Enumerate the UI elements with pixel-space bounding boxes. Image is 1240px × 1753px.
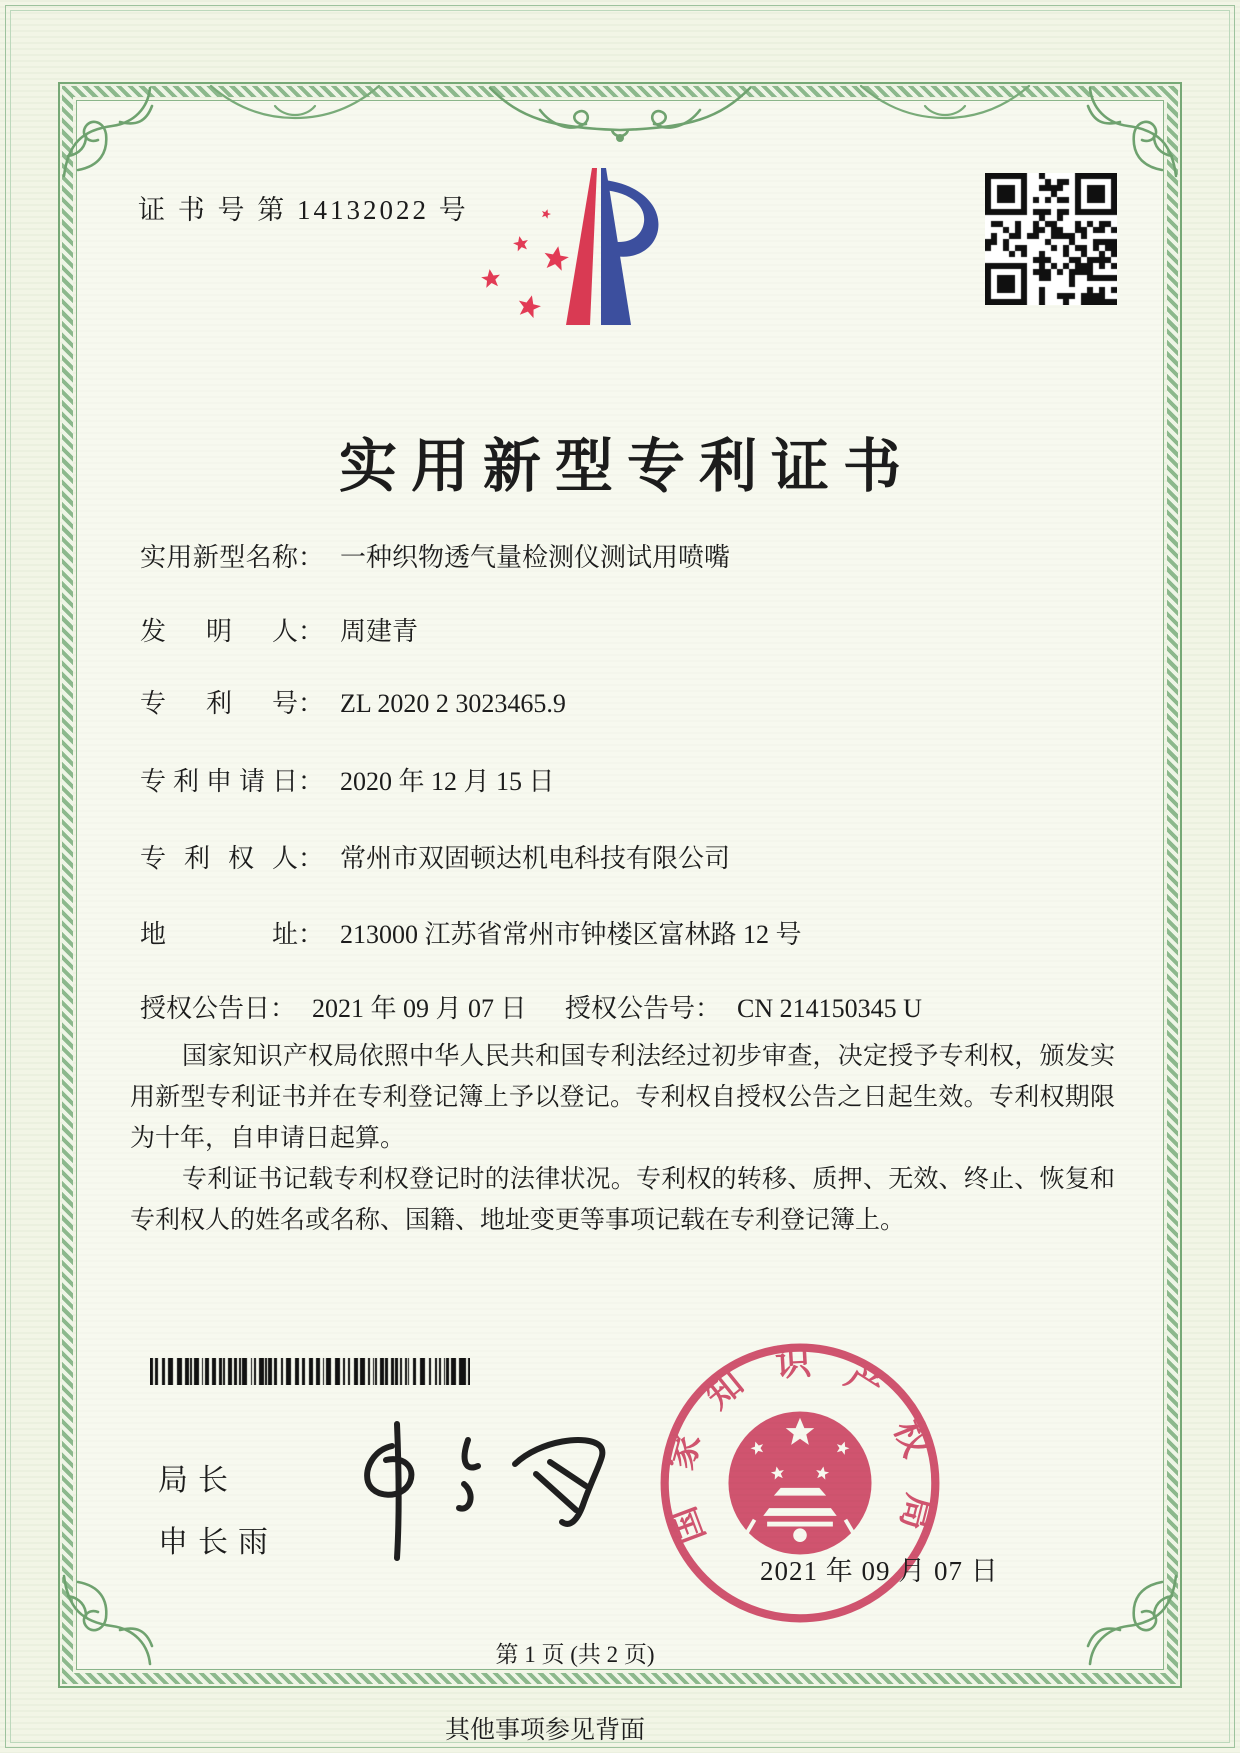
field-label: 授权公告号 — [565, 994, 696, 1023]
field-label: 授权公告日 — [140, 994, 271, 1023]
director-signature-icon — [340, 1418, 640, 1568]
label-colon: ： — [695, 994, 722, 1023]
page-indicator: 第 1 页 (共 2 页) — [495, 1642, 655, 1667]
field-value: 一种织物透气量检测仪测试用喷嘴 — [340, 543, 731, 572]
label-colon: ： — [298, 767, 325, 796]
legal-text — [130, 1036, 1115, 1241]
field-value: ZL 2020 2 3023465.9 — [340, 689, 566, 718]
cnipa-logo-icon — [450, 158, 665, 330]
qr-code — [985, 173, 1117, 305]
field-row-filing-date — [140, 761, 1120, 798]
field-label: 专利号 — [140, 689, 298, 718]
certificate-title: 实用新型专利证书 — [338, 433, 915, 499]
top-garland-icon — [480, 74, 760, 150]
field-value: CN 214150345 U — [737, 994, 922, 1023]
signer-name: 申长雨 — [158, 1526, 278, 1559]
top-garland-icon — [855, 74, 1035, 130]
field-label: 专利申请日 — [140, 767, 298, 796]
field-value: 2020 年 12 月 15 日 — [340, 767, 555, 796]
grant-date-group — [140, 994, 527, 1023]
corner-flourish-icon — [1082, 82, 1182, 182]
signer-block — [158, 1455, 278, 1579]
label-colon: ： — [298, 617, 325, 646]
certificate-number: 证 书 号 第 14132022 号 — [138, 195, 469, 225]
corner-flourish-icon — [58, 82, 158, 182]
back-note: 其他事项参见背面 — [444, 1717, 645, 1744]
field-label: 实用新型名称 — [140, 543, 298, 572]
field-row-address — [140, 914, 1120, 951]
field-label: 地址 — [140, 920, 298, 949]
field-row-grant — [140, 988, 1120, 1025]
field-label: 专利权人 — [140, 844, 298, 873]
label-colon: ： — [298, 689, 325, 718]
field-value: 2021 年 09 月 07 日 — [312, 994, 527, 1023]
grant-no-group — [565, 988, 922, 1025]
field-row-name — [140, 537, 1120, 574]
legal-paragraph-2: 专利证书记载专利权登记时的法律状况。专利权的转移、质押、无效、终止、恢复和专利权人的姓名或名称、国籍、地址变更等事项记载在专利登记簿上。 — [130, 1166, 1115, 1234]
field-row-inventor — [140, 611, 1120, 648]
label-colon: ： — [298, 920, 325, 949]
barcode — [150, 1358, 470, 1385]
label-colon: ： — [270, 994, 297, 1023]
legal-paragraph-1: 国家知识产权局依照中华人民共和国专利法经过初步审查，决定授予专利权，颁发实用新型专利证书并在专利登记簿上予以登记。专利权自授权公告之日起生效。专利权期限为十年，自申请日起算。 — [130, 1043, 1115, 1152]
label-colon: ： — [298, 543, 325, 572]
signer-title: 局长 — [158, 1464, 238, 1497]
field-value: 常州市双固顿达机电科技有限公司 — [340, 844, 731, 873]
seal-text: 国家知识产权局 — [659, 1341, 941, 1550]
field-row-patent-no — [140, 683, 1120, 720]
label-colon: ： — [298, 844, 325, 873]
field-row-patentee — [140, 838, 1120, 875]
field-value: 周建青 — [340, 617, 419, 646]
top-garland-icon — [205, 74, 385, 130]
field-label: 发明人 — [140, 617, 298, 646]
field-value: 213000 江苏省常州市钟楼区富林路 12 号 — [340, 920, 802, 949]
seal-date: 2021 年 09 月 07 日 — [760, 1556, 999, 1586]
